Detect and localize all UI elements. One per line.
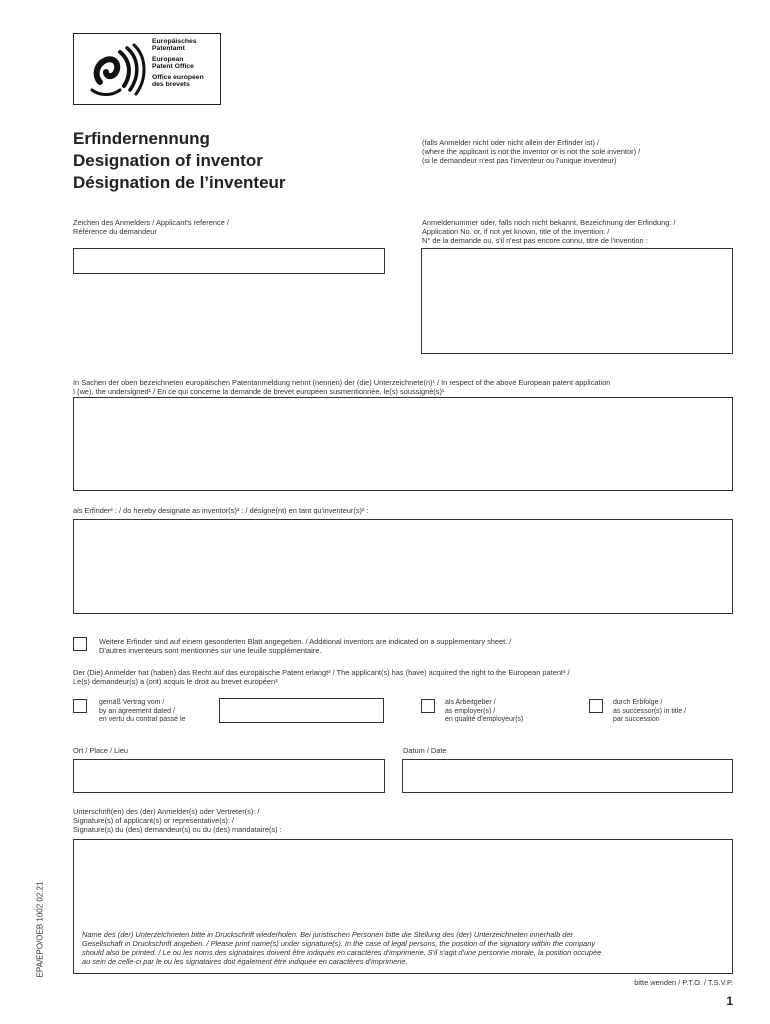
agreement-date-field[interactable] (219, 698, 384, 723)
application-field[interactable] (421, 248, 733, 354)
inventors-field[interactable] (73, 519, 733, 614)
pto-note: bitte wenden / P.T.O. / T.S.V.P. (634, 978, 733, 987)
form-title (73, 128, 286, 194)
logo-wordmark: Europäisches Patentamt European Patent Office Office européen des brevets (152, 38, 204, 89)
additional-inventors-checkbox[interactable] (73, 637, 87, 651)
agreement-label: gemäß Vertrag vom / by an agreement dated / en vertu du contrat passé le (99, 699, 186, 723)
successor-label: durch Erbfolge / as successor(s) in title / par succession (613, 699, 687, 723)
date-label: Datum / Date (403, 746, 447, 755)
signature-field[interactable] (73, 839, 733, 974)
date-field[interactable] (402, 759, 733, 793)
form-code: EPA/EPO/OEB 1002 02.21 (35, 881, 45, 978)
inventors-label: als Erfinder² : / do hereby designate as inventor(s)² : / désigne(nt) en tant qu'inventeur(s)² : (73, 506, 369, 515)
title-note: (falls Anmelder nicht oder nicht allein der Erfinder ist) / (where the applicant is not the inventor or is not the sole inventor) / (si le demandeur n'est pas l'inventeur ou l'unique inventeur) (422, 138, 641, 165)
undersigned-field[interactable] (73, 397, 733, 491)
agreement-checkbox[interactable] (73, 699, 87, 713)
epo-logo (73, 33, 221, 105)
additional-inventors-label: Weitere Erfinder sind auf einem gesonderten Blatt angegeben. / Additional inventors are indicated on a supplementary sheet. / D'autres inventeurs sont mentionnés sur une feuille supplémentaire. (99, 637, 512, 655)
title-de: Erfindernennung (73, 129, 210, 148)
right-acquired-label: Der (Die) Anmelder hat (haben) das Recht auf das europäische Patent erlangt³ / The applicant(s) has (have) acquired the right to the European patent³ / Le(s) demandeur(s) a (ont) acquis le droit au brevet européen³ (73, 668, 570, 686)
title-en: Designation of inventor (73, 151, 263, 170)
title-fr: Désignation de l’inventeur (73, 173, 286, 192)
signature-note: Name des (der) Unterzeichneten bitte in Druckschrift wiederholen. Bei juristischen Personen bitte die Stellung des (der) Unterzeichneten innerhalb der Gesellschaft in Druckschrift angeben. / Please print name(s) under signature(s). In the case of legal persons, the position of the signatory within the company should also be printed. / Le ou les noms des signataires doivent être indiqués en caractères d'imprimerie. S'il s'agit d'une personne morale, la position occupée au sein de celle-ci par le ou les signataires doit également être indiquée en caractères d'imprimerie. (82, 930, 602, 966)
place-field[interactable] (73, 759, 385, 793)
undersigned-label: In Sachen der oben bezeichneten europäischen Patentanmeldung nennt (nennen) der (die) Unterzeichnete(n)¹ / In respect of the above European patent application I (we), the undersigned¹ / En ce qui concerne la demande de brevet européen susmentionnée, le(s) soussigné(s)¹ (73, 378, 611, 396)
successor-checkbox[interactable] (589, 699, 603, 713)
epo-logo-icon (86, 40, 148, 100)
application-label: Anmeldenummer oder, falls noch nicht bekannt, Bezeichnung der Erfindung: / Application No. or, if not yet known, title of the invention: / N° de la demande ou, s'il n'est pas encore connu, titre de l'invention : (422, 218, 676, 245)
signature-label: Unterschrift(en) des (der) Anmelder(s) oder Vertreter(s): / Signature(s) of applicant(s) or representative(s): / Signature(s) du (des) demandeur(s) ou du (des) mandataire(s) : (73, 807, 282, 834)
employer-label: als Arbeitgeber / as employer(s) / en qualité d'employeur(s) (445, 699, 524, 723)
reference-field[interactable] (73, 248, 385, 274)
place-label: Ort / Place / Lieu (73, 746, 129, 755)
reference-label: Zeichen des Anmelders / Applicant's reference / Référence du demandeur (73, 218, 229, 236)
employer-checkbox[interactable] (421, 699, 435, 713)
page-number: 1 (726, 994, 733, 1008)
